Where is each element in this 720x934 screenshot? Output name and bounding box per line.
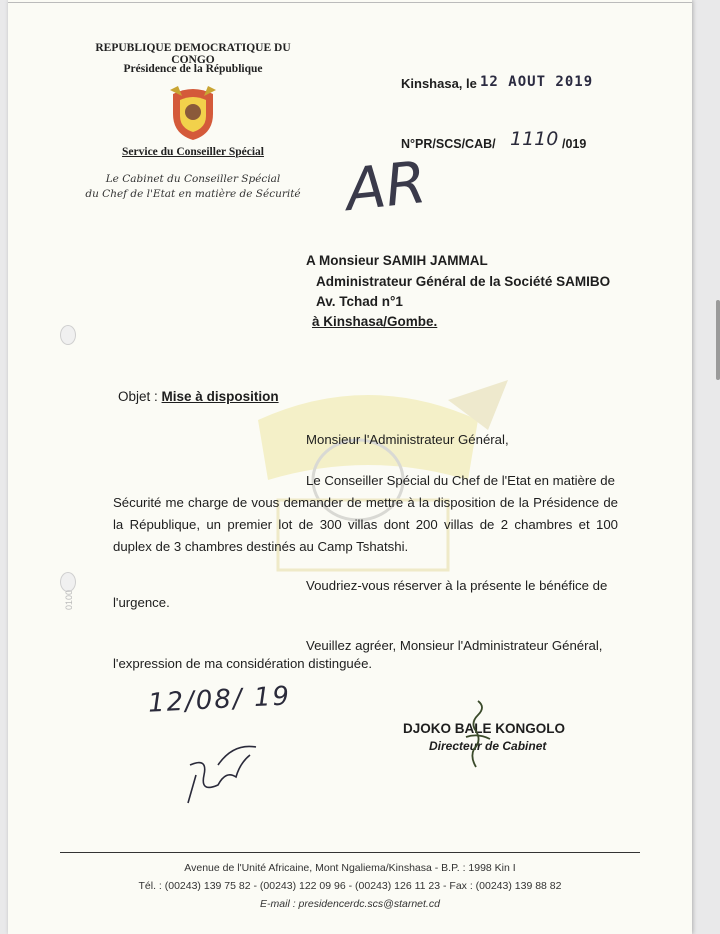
punch-hole-bottom [60,572,76,592]
reference-number: 1110 [510,128,559,150]
paragraph-2-body: l'urgence. [113,595,170,610]
paraph-signature-icon [178,735,268,810]
letter-page [8,0,692,934]
recipient-city: à Kinshasa/Gombe. [312,314,438,329]
date-prefix: Kinshasa, le [401,76,477,91]
subject-value: Mise à disposition [161,389,279,404]
recipient-address: Av. Tchad n°1 [316,294,403,309]
handwritten-initials: AR [342,148,430,224]
paragraph-3-body: l'expression de ma considération distinguée. [113,656,373,671]
letterhead-country: REPUBLIQUE DEMOCRATIQUE DU CONGO [95,42,291,66]
handwritten-date: 12/08/ 19 [147,681,292,719]
punch-hole-top [60,325,76,345]
paragraph-1-body: Sécurité me charge de vous demander de mettre à la disposition de la Présidence de la République, un premier lot de 300 villas dont 200 villas de 2 chambres et 100 duplex de 3 chambres destinés au Camp Tshatshi. [113,495,618,554]
subject-line [118,389,279,404]
letterhead-cabinet-line1: Le Cabinet du Conseiller Spécial [105,173,281,185]
footer-phones: Tél. : (00243) 139 75 82 - (00243) 122 09 96 - (00243) 126 11 23 - Fax : (00243) 139 88 82 [138,880,562,892]
coat-of-arms-icon [168,84,218,142]
paragraph-2-first-line: Voudriez-vous réserver à la présente le bénéfice de [306,578,608,593]
reference-prefix: N°PR/SCS/CAB/ [401,137,496,151]
letterhead-cabinet-line2: du Chef de l'Etat en matière de Sécurité [85,188,301,200]
director-signature-icon [456,697,496,769]
paragraph-3-first-line: Veuillez agréer, Monsieur l'Administrateur Général, [306,638,603,653]
subject-label: Objet : [118,389,158,404]
salutation: Monsieur l'Administrateur Général, [306,432,509,447]
date-stamp: 12 AOUT 2019 [480,74,594,90]
letterhead-service: Service du Conseiller Spécial [122,146,264,158]
margin-mark: 0100 [64,590,74,611]
footer-email: E-mail : presidencerdc.scs@starnet.cd [260,898,440,910]
scrollbar-thumb[interactable] [716,300,720,380]
paragraph-1-first-line: Le Conseiller Spécial du Chef de l'Etat en matière de [306,473,615,488]
footer-divider [60,852,640,853]
footer-address: Avenue de l'Unité Africaine, Mont Ngaliema/Kinshasa - B.P. : 1998 Kin I [184,862,516,874]
recipient-name: A Monsieur SAMIH JAMMAL [306,253,488,268]
signatory-name: DJOKO BALE KONGOLO [403,721,566,736]
page-border-line [8,2,692,3]
reference-suffix: /019 [562,137,587,151]
signatory-title: Directeur de Cabinet [429,739,547,753]
letterhead-presidency: Présidence de la République [123,63,263,75]
recipient-title: Administrateur Général de la Société SAMIBO [316,274,611,289]
